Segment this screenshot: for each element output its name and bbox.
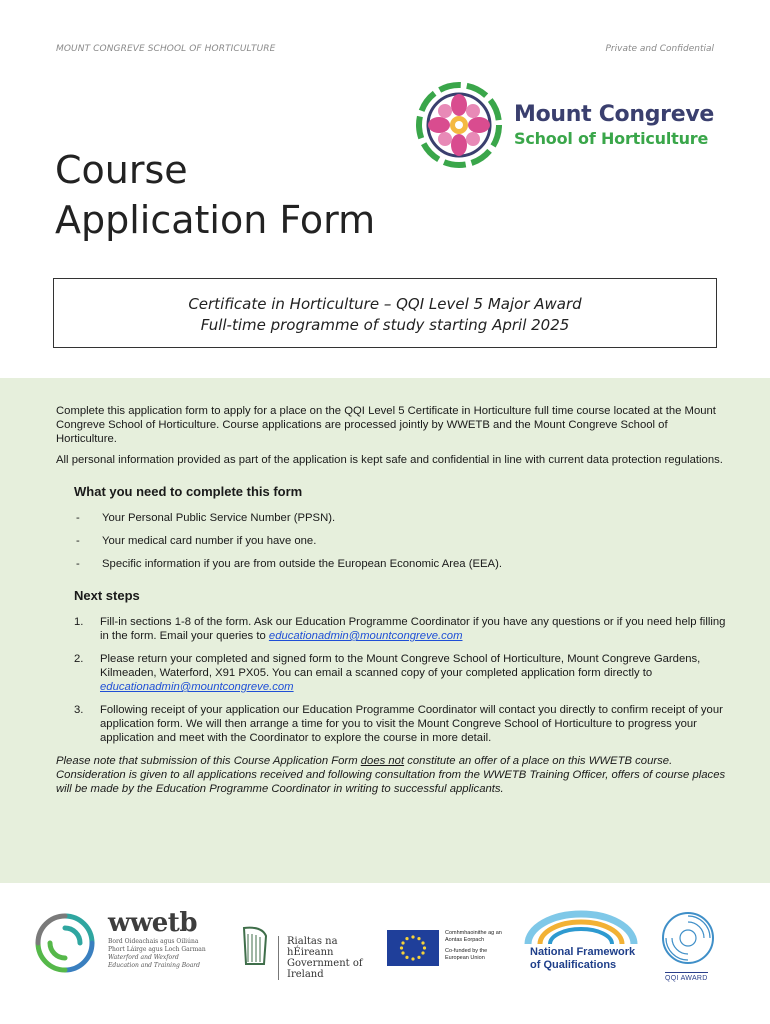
step-number: 2.: [74, 653, 84, 665]
eu-text-1: Comhmhaoinithe ag an: [445, 930, 502, 936]
step-number: 1.: [74, 616, 84, 628]
info-panel: [0, 378, 770, 883]
list-item: [76, 534, 726, 548]
title-line-1: Course: [55, 148, 188, 192]
list-item-text: Your Personal Public Service Number (PPSN).: [102, 512, 336, 524]
eu-text-3: Co-funded by the: [445, 948, 488, 954]
wwetb-sub-1: Bord Oideachais agus Oiliúna: [108, 938, 199, 945]
wwetb-sub-3: Waterford and Wexford: [108, 954, 179, 961]
course-schedule: Full-time programme of study starting April 2025: [200, 316, 570, 334]
title-line-2: Application Form: [55, 198, 376, 242]
next-steps-heading: Next steps: [74, 588, 140, 603]
course-name: Certificate in Horticulture – QQI Level 5 Major Award: [188, 295, 582, 313]
email-link[interactable]: educationadmin@mountcongreve.com: [268, 630, 463, 642]
list-item-text: Your medical card number if you have one.: [102, 535, 317, 547]
logo-subtitle: School of Horticulture: [514, 129, 709, 148]
list-item: [74, 703, 726, 745]
eu-text-2: Aontas Eorpach: [445, 937, 485, 943]
step-text: Fill-in sections 1-8 of the form. Ask our Education Programme Coordinator if you have any questions or if you need help filling in the form. Email your queries to: [100, 616, 726, 642]
header-confidential: Private and Confidential: [605, 44, 714, 54]
eu-cofunded-logo: [387, 930, 517, 970]
intro-paragraph-2: All personal information provided as part of the application is kept safe and confidential in line with current data protection regulations.: [56, 454, 723, 466]
list-item: [74, 652, 726, 694]
nfq-text-2: of Qualifications: [530, 959, 617, 971]
list-item: [74, 615, 726, 643]
note-text: constitute an offer of a place on this WWETB course. Consideration is given to all applications received and following consultation from the WWETB Training Officer, offers of course places will be made by the Education Programme Coordinator in writing to successful applicants.: [56, 755, 726, 795]
wwetb-name: wwetb: [108, 908, 197, 938]
wwetb-sub-2: Phort Láirge agus Loch Garman: [108, 946, 206, 953]
list-item-text: Specific information if you are from outside the European Economic Area (EEA).: [102, 558, 502, 570]
harp-icon: [238, 924, 272, 968]
list-item: [76, 511, 726, 525]
course-box: [53, 278, 717, 348]
step-number: 3.: [74, 704, 84, 716]
requirements-heading: What you need to complete this form: [74, 484, 303, 499]
note-text: Please note that submission of this Course Application Form: [56, 755, 361, 767]
nfq-text-1: National Framework: [530, 946, 636, 958]
dash-marker: -: [76, 558, 80, 570]
wwetb-logo: [30, 908, 210, 978]
gov-english-name: Government of Ireland: [287, 958, 363, 980]
sponsor-logos: [0, 900, 770, 1000]
page-title: [55, 145, 375, 245]
disclaimer-note: [56, 754, 726, 796]
wwetb-swirl-icon: [30, 908, 100, 978]
intro-paragraph-1: Complete this application form to apply for a place on the QQI Level 5 Certificate in Horticulture full time course located at the Mount Congreve School of Horticulture. Course applications are processed jointly by WWETB and the Mount Congreve School of Horticulture.: [56, 405, 716, 445]
list-item: [76, 557, 726, 571]
eu-flag-icon: [387, 930, 439, 966]
dash-marker: -: [76, 535, 80, 547]
step-text: Following receipt of your application our Education Programme Coordinator will contact you directly to confirm receipt of your application form. We will then arrange a time for you to visit the Mount Congreve School of Horticulture to progress your application and meet with the Coordinator to explore the course in more detail.: [100, 704, 723, 744]
dash-marker: -: [76, 512, 80, 524]
nfq-logo: [522, 910, 640, 990]
step-text: Please return your completed and signed form to the Mount Congreve School of Horticulture, Mount Congreve Gardens, Kilmeaden, Waterford, X91 PX05. You can email a scanned copy of your completed application form directly to: [100, 653, 701, 679]
gov-ireland-logo: [238, 924, 378, 980]
flower-emblem-icon: [414, 80, 504, 170]
note-emphasis: does not: [360, 755, 405, 767]
wwetb-sub-4: Education and Training Board: [108, 962, 200, 969]
eu-text-4: European Union: [445, 955, 485, 961]
gov-irish-name: Rialtas na hÉireann: [287, 936, 338, 958]
logo-title: Mount Congreve: [514, 102, 715, 127]
nfq-arc-icon: [522, 910, 640, 946]
qqi-globe-icon: [660, 910, 716, 966]
requirements-list: [76, 511, 726, 571]
header-org-name: MOUNT CONGREVE SCHOOL OF HORTICULTURE: [56, 44, 276, 54]
mount-congreve-logo: [414, 80, 724, 170]
qqi-label: QQI AWARD: [665, 972, 708, 982]
email-link[interactable]: educationadmin@mountcongreve.com: [100, 681, 294, 693]
qqi-award-logo: [658, 910, 718, 990]
next-steps-list: [74, 615, 726, 745]
